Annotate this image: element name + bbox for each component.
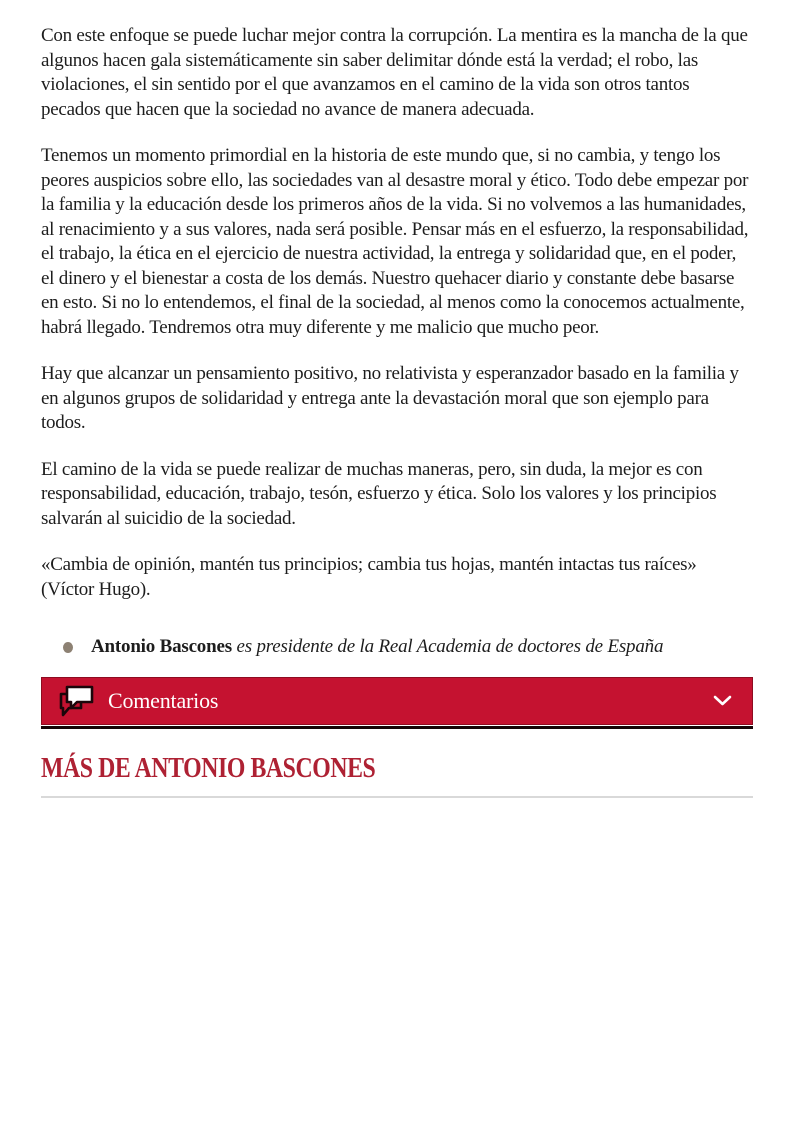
- article-paragraph: El camino de la vida se puede realizar de muchas maneras, pero, sin duda, la mejor es con responsabilidad, educación, trabajo, tesón, esfuerzo y ética. Solo los valores y los principios salvarán al suicidio de la sociedad.: [41, 458, 717, 529]
- author-name: Antonio Bascones: [91, 636, 232, 657]
- article-paragraph: Hay que alcanzar un pensamiento positivo, no relativista y esperanzador basado en la familia y en algunos grupos de solidaridad y entrega ante la devastación moral que son ejemplo para todos.: [41, 363, 739, 433]
- more-from-author-heading: MÁS DE ANTONIO BASCONES: [41, 752, 376, 784]
- byline-text: [91, 634, 663, 659]
- chevron-down-icon[interactable]: [713, 695, 732, 707]
- section-divider: [41, 796, 753, 798]
- comments-bar-wrapper: [41, 677, 753, 729]
- author-role: es presidente de la Real Academia de doctores de España: [236, 636, 664, 657]
- article-quote-paragraph: «Cambia de opinión, mantén tus principios; cambia tus hojas, mantén intactas tus raíces» (Víctor Hugo).: [41, 554, 697, 600]
- author-byline: [41, 634, 753, 659]
- article-content: [41, 0, 753, 798]
- comments-bar-label: Comentarios: [108, 688, 219, 713]
- article-paragraph: Tenemos un momento primordial en la historia de este mundo que, si no cambia, y tengo los peores auspicios sobre ello, las sociedades van al desastre moral y ético. Todo debe empezar por la familia y la educación desde los primeros años de la vida. Si no volvemos a las humanidades, al renacimiento y a sus valores, nada será posible. Pensar más en el esfuerzo, la responsabilidad, el trabajo, la ética en el ejercicio de nuestra actividad, la entrega y solidaridad que, en el poder, el dinero y el bienestar a costa de los demás. Nuestro quehacer diario y constante debe basarse en esto. Si no lo entendemos, el final de la sociedad, al menos como la conocemos actualmente, habrá llegado. Tendremos otra muy diferente y me malicio que mucho peor.: [41, 145, 749, 338]
- speech-bubbles-icon: [58, 685, 94, 718]
- byline-bullet-icon: [63, 642, 73, 653]
- comments-toggle-bar[interactable]: [41, 677, 753, 725]
- article-paragraph: Con este enfoque se puede luchar mejor contra la corrupción. La mentira es la mancha de la que algunos hacen gala sistemáticamente sin saber delimitar dónde está la verdad; el robo, las violaciones, el sin sentido por el que avanzamos en el camino de la vida son otros tantos pecados que hacen que la sociedad no avance de manera adecuada.: [41, 25, 748, 120]
